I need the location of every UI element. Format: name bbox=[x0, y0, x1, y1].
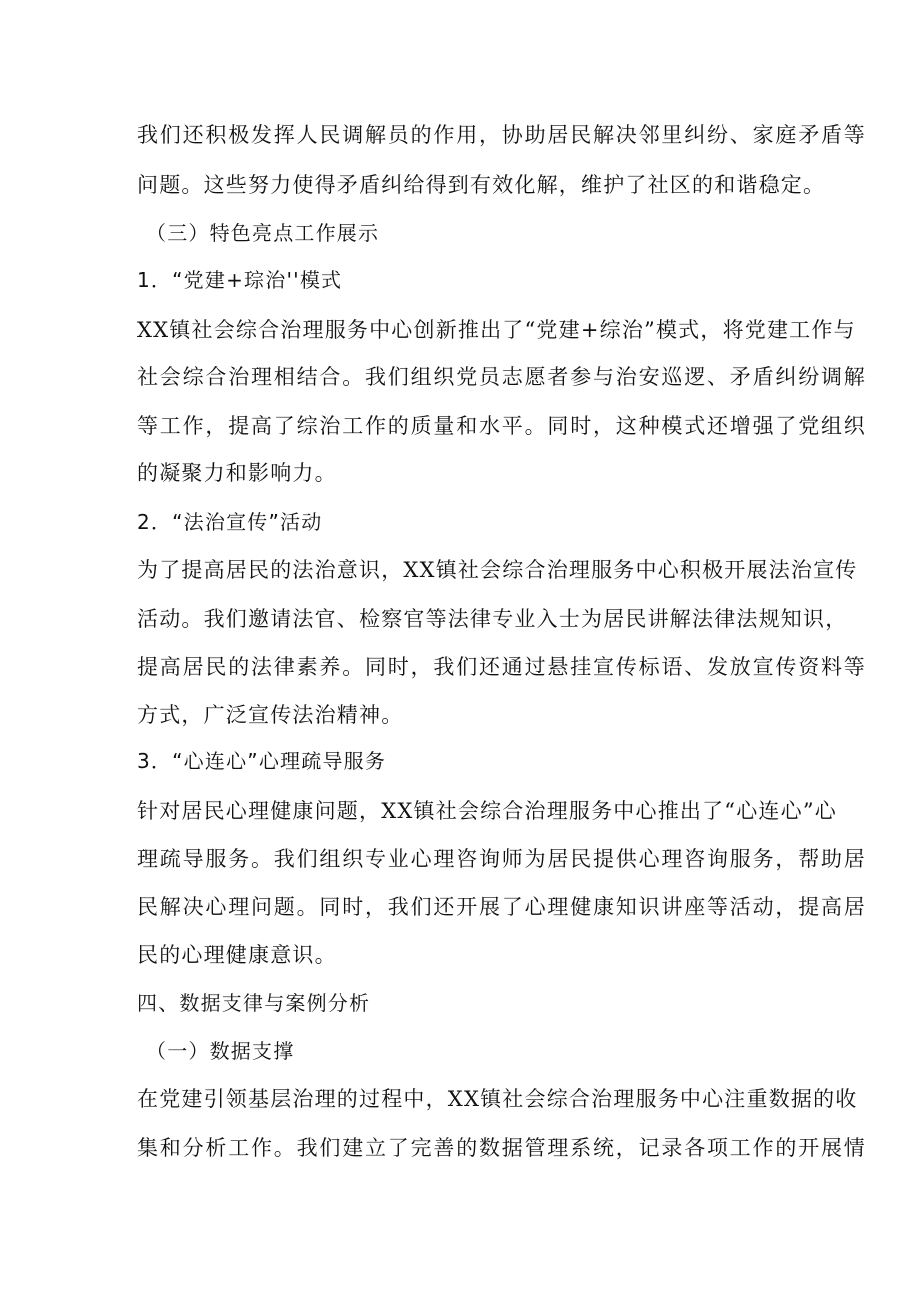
paragraph-line: 活动。我们邀请法官、检察官等法律专业入士为居民讲解法律法规知识， bbox=[137, 607, 848, 631]
paragraph-line: 的凝聚力和影响力。 bbox=[137, 461, 337, 485]
paragraph-line: XX镇社会综合治理服务中心创新推出了“党建+综治”模式，将党建工作与 bbox=[137, 318, 856, 342]
paragraph-line: 我们还积极发挥人民调解员的作用，协助居民解决邻里纠纷、家庭矛盾等 bbox=[137, 123, 867, 147]
section-heading: （三）特色亮点工作展示 bbox=[146, 221, 380, 245]
subsection-heading: 3．“心连心”心理疏导服务 bbox=[137, 749, 387, 773]
paragraph-line: 为了提高居民的法治意识，XX镇社会综合治理服务中心积极开展法治宣传 bbox=[137, 558, 858, 582]
paragraph-line: 民的心理健康意识。 bbox=[137, 943, 337, 967]
paragraph-line: 等工作，提高了综治工作的质量和水平。同时，这种模式还增强了党组织 bbox=[137, 414, 867, 438]
paragraph-line: 社会综合治理相结合。我们组织党员志愿者参与治安巡逻、矛盾纠纷调解 bbox=[137, 365, 867, 389]
paragraph-line: 集和分析工作。我们建立了完善的数据管理系统，记录各项工作的开展情 bbox=[137, 1136, 867, 1160]
paragraph-line: 问题。这些努力使得矛盾纠给得到有效化解，维护了社区的和谐稳定。 bbox=[137, 173, 826, 197]
section-heading: 四、数据支律与案例分析 bbox=[137, 991, 371, 1015]
paragraph-line: 针对居民心理健康问题，XX镇社会综合治理服务中心推出了“心连心”心 bbox=[137, 799, 837, 823]
paragraph-line: 方式，广泛宣传法治精神。 bbox=[137, 703, 404, 727]
paragraph-line: 民解决心理问题。同时，我们还开展了心理健康知识讲座等活动，提高居 bbox=[137, 895, 867, 919]
paragraph-line: 提高居民的法律素养。同时，我们还通过悬挂宣传标语、发放宣传资料等 bbox=[137, 655, 867, 679]
paragraph-line: 理疏导服务。我们组织专业心理咨询师为居民提供心理咨询服务，帮助居 bbox=[137, 847, 867, 871]
paragraph-line: 在党建引领基层治理的过程中，XX镇社会综合治理服务中心注重数据的收 bbox=[137, 1087, 858, 1111]
subsection-heading: 1．“党建+琮治''模式 bbox=[137, 268, 343, 292]
section-heading: （一）数据支撑 bbox=[146, 1039, 295, 1063]
subsection-heading: 2．“法治宣传”活动 bbox=[137, 510, 323, 534]
